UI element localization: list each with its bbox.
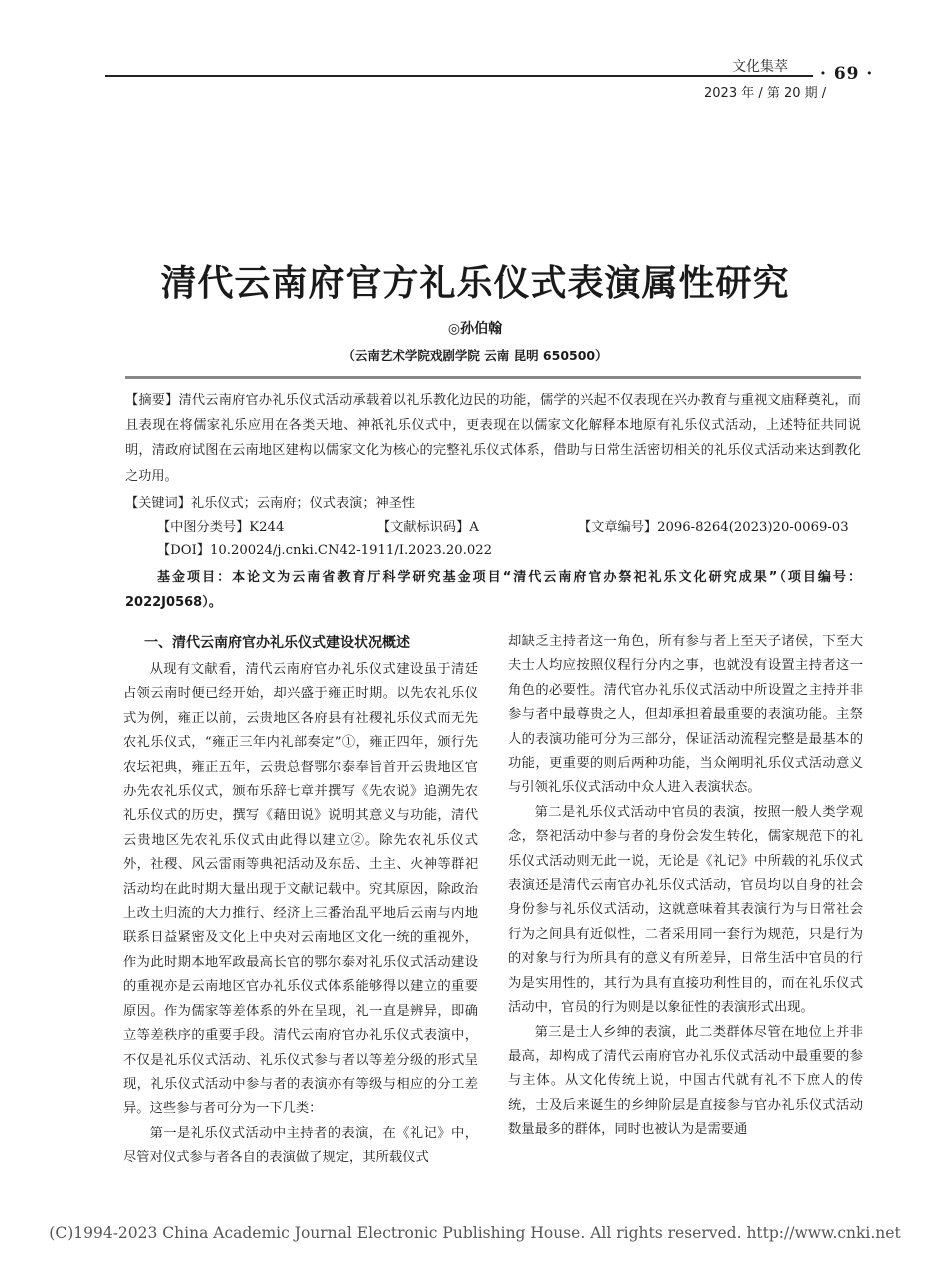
left-column xyxy=(123,630,478,1171)
clc-number: 【中图分类号】K244 xyxy=(157,520,285,535)
copyright-footer: (C)1994-2023 China Academic Journal Electronic Publishing House. All rights reserved. http://www.cnki.net xyxy=(49,1224,901,1242)
paragraph: 从现有文献看，清代云南府官办礼乐仪式建设虽于清廷占领云南时便已经开始，却兴盛于雍正时期。以先农礼乐仪式为例，雍正以前，云贵地区各府县有社稷礼乐仪式而无先农礼乐仪式，“雍正三年内礼部奏定”①，雍正四年，颁行先农坛祀典，雍正五年，云贵总督鄂尔泰奉旨首开云贵地区官办先农礼乐仪式，颁布乐辞七章并撰写《先农说》追溯先农礼乐仪式的历史，撰写《藉田说》说明其意义与功能，清代云贵地区先农礼乐仪式由此得以建立②。除先农礼乐仪式外，社稷、风云雷雨等典祀活动及东岳、土主、火神等群祀活动均在此时期大量出现于文献记载中。究其原因，除政治上改土归流的大力推行、经济上三番治乱平地后云南与内地联系日益紧密及文化上中央对云南地区文化一统的重视外，作为此时期本地军政最高长官的鄂尔泰对礼乐仪式活动建设的重视亦是云南地区官办礼乐仪式体系能够得以建立的重要原因。作为儒家等差体系的外在呈现，礼一直是辨异，即确立等差秩序的重要手段。清代云南府官办礼乐仪式表演中，不仅是礼乐仪式活动、礼乐仪式参与者以等差分级的形式呈现，礼乐仪式活动中参与者的表演亦有等级与相应的分工差异。这些参与者可分为一下几类： xyxy=(123,662,478,1117)
page-number: · 69 · xyxy=(820,64,874,84)
title-separator xyxy=(125,376,861,379)
doi-text: 【DOI】10.20024/j.cnki.CN42-1911/I.2023.20.022 xyxy=(157,543,493,558)
article-title: 清代云南府官方礼乐仪式表演属性研究 xyxy=(160,263,790,304)
paragraph: 第一是礼乐仪式活动中主持者的表演，在《礼记》中，尽管对仪式参与者各自的表演做了规定，其所载仪式 xyxy=(123,1125,478,1166)
paragraph: 第三是士人乡绅的表演，此二类群体尽管在地位上并非最高，却构成了清代云南府官办礼乐仪式活动中最重要的参与主体。从文化传统上说，中国古代就有礼不下庶人的传统，士及后来诞生的乡绅阶层是直接参与官办礼乐仪式活动数量最多的群体，同时也被认为是需要通 xyxy=(508,1024,863,1138)
author: ◎孙伯翰 xyxy=(447,321,503,337)
journal-name: 文化集萃 xyxy=(732,59,788,75)
issue-label: 2023 年 / 第 20 期 / xyxy=(704,86,827,101)
affiliation: （云南艺术学院戏剧学院 云南 昆明 650500） xyxy=(342,348,608,363)
article-number: 【文章编号】2096-8264(2023)20-0069-03 xyxy=(578,520,849,535)
right-column xyxy=(508,630,863,1143)
paragraph: 第二是礼乐仪式活动中官员的表演，按照一般人类学观念，祭祀活动中参与者的身份会发生转化，儒家规范下的礼乐仪式活动则无此一说，无论是《礼记》中所载的礼乐仪式表演还是清代云南官办礼乐仪式活动，官员均以自身的社会身份参与礼乐仪式活动，这就意味着其表演行为与日常社会行为之间具有近似性，二者采用同一套行为规范，只是行为的对象与行为所具有的意义有所差异，日常生活中官员的行为是实用性的，其行为具有直接功利性目的，而在礼乐仪式活动中，官员的行为则是以象征性的表演形式出现。 xyxy=(508,804,863,1016)
keywords: 【关键词】礼乐仪式；云南府；仪式表演；神圣性 xyxy=(125,496,416,511)
header-rule xyxy=(105,75,813,77)
abstract: 【摘要】清代云南府官办礼乐仪式活动承载着以礼乐教化边民的功能，儒学的兴起不仅表现在兴办教育与重视文庙释奠礼，而且表现在将儒家礼乐应用在各类天地、神祇礼乐仪式中，更表现在以儒家文化解释本地原有礼乐仪式活动，上述特征共同说明，清政府试图在云南地区建构以儒家文化为核心的完整礼乐仪式体系，借助与日常生活密切相关的礼乐仪式活动来达到教化之功用。 xyxy=(125,393,861,484)
section-heading: 一、清代云南府官办礼乐仪式建设状况概述 xyxy=(144,635,410,651)
fund-note: 基金项目：本论文为云南省教育厅科学研究基金项目“清代云南府官办祭祀礼乐文化研究成果”（项目编号：2022J0568）。 xyxy=(125,570,861,610)
paragraph: 却缺乏主持者这一角色，所有参与者上至天子诸侯，下至大夫士人均应按照仪程行分内之事，也就没有设置主持者这一角色的必要性。清代官办礼乐仪式活动中所设置之主持并非参与者中最尊贵之人，但却承担着最重要的表演功能。主祭人的表演功能可分为三部分，保证活动流程完整是最基本的功能，更重要的则后两种功能，当众阐明礼乐仪式活动意义与引领礼乐仪式活动中众人进入表演状态。 xyxy=(508,634,863,796)
document-code: 【文献标识码】A xyxy=(377,520,479,535)
